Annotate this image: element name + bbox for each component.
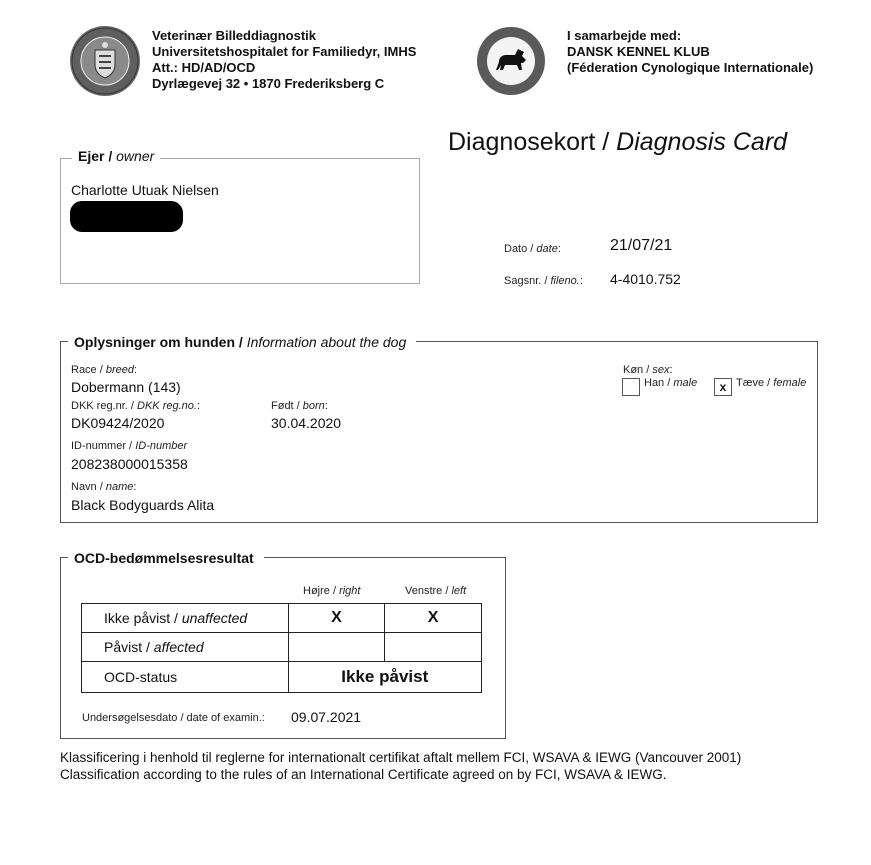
classification-note-da: Klassificering i henhold til reglerne for internationalt certifikat aftalt mellem FCI, WSAVA & IEWG (Vancouver 2001) [60, 750, 742, 765]
partner-federation: (Féderation Cynologique Internationale) [567, 60, 814, 75]
page-title: Diagnosekort / Diagnosis Card [448, 128, 788, 156]
reg-value: DK09424/2020 [71, 415, 165, 431]
female-checkbox[interactable]: x [714, 378, 732, 396]
table-row [82, 633, 482, 662]
exam-date-value: 09.07.2021 [291, 709, 362, 725]
row-affected-label: Påvist / affected [82, 633, 289, 662]
row-affected-left [385, 633, 482, 662]
dog-info-box [60, 341, 818, 523]
id-value: 208238000015358 [71, 456, 188, 472]
owner-legend: Ejer / owner [72, 148, 160, 164]
fileno-value: 4-4010.752 [610, 271, 681, 287]
fileno-label: Sagsnr. / fileno.: [504, 275, 583, 287]
row-affected-right [288, 633, 385, 662]
institution-hospital: Universitetshospitalet for Familiedyr, IMHS [152, 44, 417, 59]
dog-name-value: Black Bodyguards Alita [71, 497, 215, 513]
owner-redacted-address [70, 201, 183, 232]
ocd-legend: OCD-bedømmelsesresultat [68, 550, 264, 566]
male-checkbox[interactable] [622, 378, 640, 396]
id-label: ID-nummer / ID-number [71, 440, 188, 452]
partner-header [567, 28, 867, 76]
dkk-logo [476, 26, 546, 96]
born-value: 30.04.2020 [271, 415, 342, 431]
row-unaffected-label: Ikke påvist / unaffected [82, 604, 289, 633]
date-value: 21/07/21 [610, 237, 673, 254]
dkk-dog-logo-icon [476, 26, 546, 96]
left-column-header: Venstre / left [405, 585, 467, 597]
owner-name: Charlotte Utuak Nielsen [71, 182, 219, 198]
born-label: Født / born: [271, 400, 328, 412]
table-row [82, 604, 482, 633]
date-label: Dato / date: [504, 243, 561, 255]
row-unaffected-left: X [385, 604, 482, 633]
row-unaffected-right: X [288, 604, 385, 633]
reg-label: DKK reg.nr. / DKK reg.no.: [71, 400, 201, 412]
classification-note-en: Classification according to the rules of an International Certificate agreed on by FCI, WSAVA & IEWG. [60, 767, 667, 782]
institution-attention: Att.: HD/AD/OCD [152, 60, 256, 75]
breed-label: Race / breed: [71, 364, 138, 376]
row-status-label: OCD-status [82, 662, 289, 693]
right-column-header: Højre / right [303, 585, 361, 597]
sex-label: Køn / sex: [623, 364, 673, 376]
female-label: Tæve / female [736, 377, 807, 389]
institution-address: Dyrlægevej 32 • 1870 Frederiksberg C [152, 76, 385, 91]
partner-name: DANSK KENNEL KLUB [567, 44, 710, 59]
university-seal-icon [70, 26, 140, 96]
dog-info-legend: Oplysninger om hunden / Information about the dog [68, 334, 416, 350]
institution-header [152, 28, 462, 92]
breed-value: Dobermann (143) [71, 379, 181, 395]
classification-note [60, 749, 741, 783]
institution-name: Veterinær Billeddiagnostik [152, 28, 316, 43]
male-label: Han / male [644, 377, 698, 389]
ocd-result-table [81, 603, 482, 693]
table-row [82, 662, 482, 693]
exam-date-label: Undersøgelsesdato / date of examin.: [82, 712, 265, 724]
ocd-status-value: Ikke påvist [288, 662, 481, 693]
dog-name-label: Navn / name: [71, 481, 137, 493]
partner-intro: I samarbejde med: [567, 28, 682, 43]
university-seal-logo [70, 26, 140, 96]
